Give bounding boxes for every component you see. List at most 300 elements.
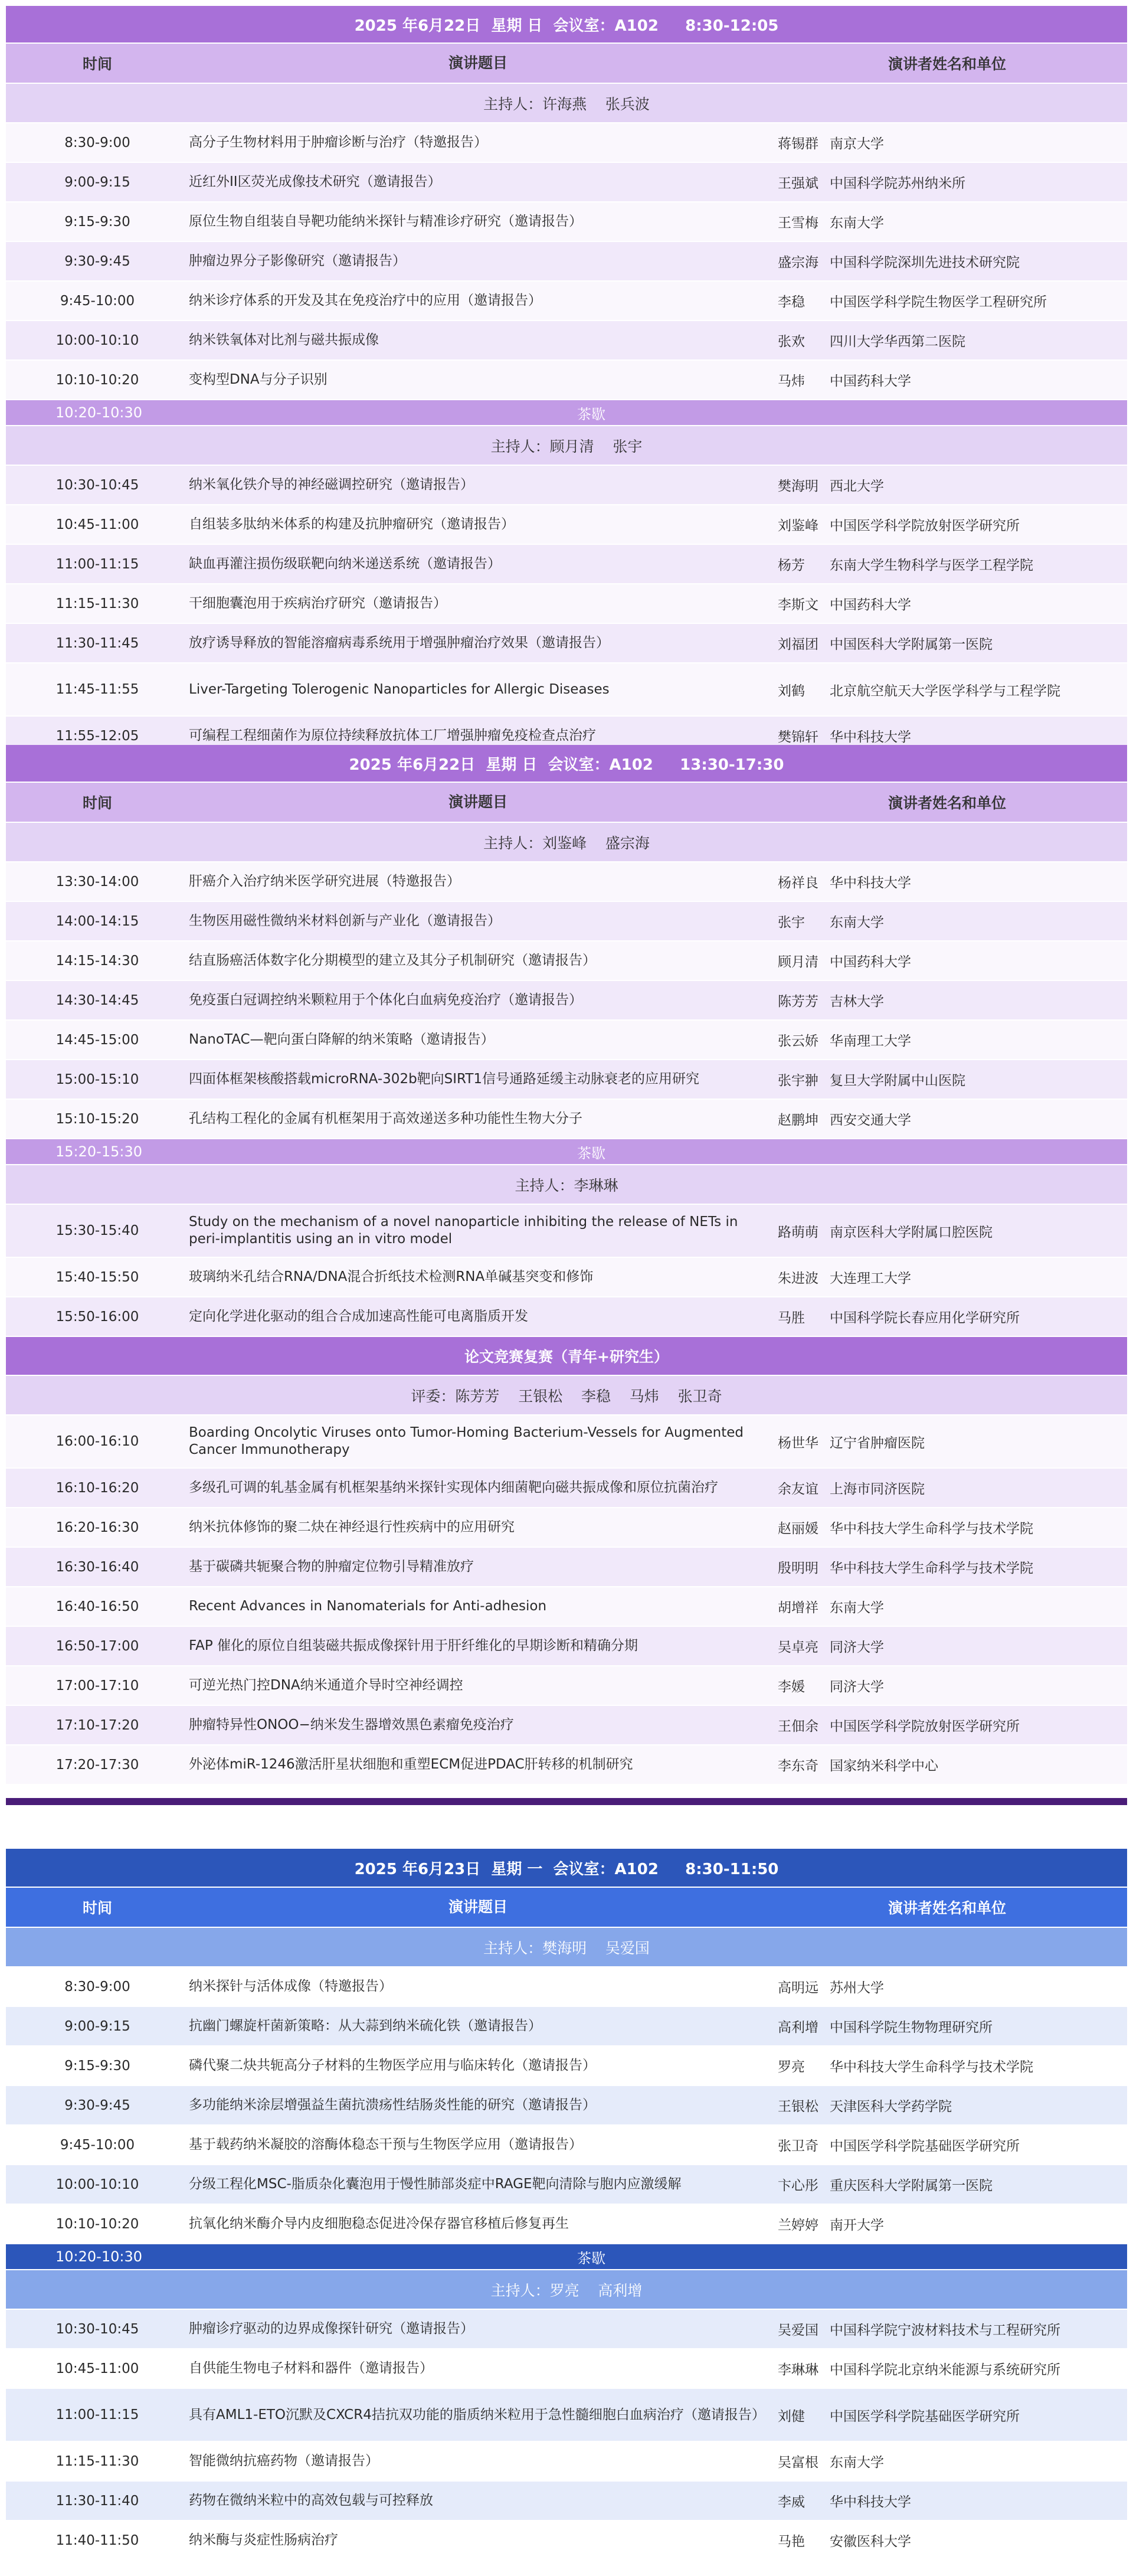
agenda-row <box>6 1469 1127 1508</box>
tea-break-row <box>6 1139 1127 1165</box>
chair-text: 主持人：许海燕 张兵波 <box>483 95 650 113</box>
agenda-time: 11:30-11:40 <box>55 2493 139 2509</box>
speaker-affiliation: 中国医学科学院基础医学研究所 <box>830 2139 1020 2154</box>
agenda-row <box>6 1666 1127 1706</box>
agenda-row <box>6 1021 1127 1060</box>
agenda-topic: 外泌体miR-1246激活肝星状细胞和重塑ECM促进PDAC肝转移的机制研究 <box>189 1757 633 1773</box>
speaker-affiliation: 南京医科大学附属口腔医院 <box>830 1224 993 1240</box>
speaker-spacer <box>819 1432 830 1452</box>
speaker-spacer <box>819 1267 830 1287</box>
speaker-spacer <box>819 990 830 1010</box>
agenda-time: 13:30-14:00 <box>55 874 139 890</box>
agenda-row <box>6 2165 1127 2205</box>
column-header-speaker: 演讲者姓名和单位 <box>888 55 1006 73</box>
speaker-spacer <box>819 291 830 310</box>
agenda-row <box>6 902 1127 942</box>
agenda-time: 15:40-15:50 <box>55 1269 139 1285</box>
speaker-spacer <box>819 1977 830 1996</box>
agenda-time: 9:00-9:15 <box>64 2018 130 2034</box>
agenda-speaker <box>778 1478 1127 1498</box>
tea-break-row <box>6 2244 1127 2270</box>
speaker-spacer <box>819 911 830 931</box>
speaker-spacer <box>819 1221 830 1241</box>
speaker-name: 朱进波 <box>778 1271 818 1286</box>
speaker-spacer <box>819 331 830 350</box>
speaker-affiliation: 复旦大学附属中山医院 <box>830 1073 965 1088</box>
speaker-name: 盛宗海 <box>778 255 818 270</box>
agenda-speaker <box>778 1432 1127 1452</box>
agenda-time: 8:30-9:00 <box>64 135 130 151</box>
speaker-spacer <box>819 1478 830 1498</box>
speaker-spacer <box>819 2531 830 2550</box>
agenda-speaker <box>778 726 1127 746</box>
speaker-name: 顾月清 <box>778 954 818 970</box>
column-header-speaker: 演讲者姓名和单位 <box>888 1900 1006 1917</box>
agenda-row <box>6 1627 1127 1666</box>
agenda-row <box>6 466 1127 505</box>
agenda-topic: 多功能纳米涂层增强益生菌抗溃疡性结肠炎性能的研究（邀请报告） <box>189 2097 596 2113</box>
agenda-time: 8:30-9:00 <box>64 1979 130 1995</box>
chair-row <box>6 823 1127 862</box>
speaker-spacer <box>819 2056 830 2075</box>
agenda-speaker <box>778 1597 1127 1616</box>
agenda-row <box>6 123 1127 163</box>
speaker-affiliation: 同济大学 <box>830 1679 884 1695</box>
speaker-spacer <box>819 1307 830 1326</box>
speaker-name: 李稳 <box>778 295 805 310</box>
agenda-speaker <box>778 1676 1127 1695</box>
speaker-name: 杨芳 <box>778 558 805 573</box>
speaker-spacer <box>819 633 830 653</box>
agenda-time: 10:45-11:00 <box>55 516 139 532</box>
speaker-name: 刘健 <box>778 2408 805 2424</box>
agenda-time: 9:30-9:45 <box>64 253 130 269</box>
agenda-time: 14:15-14:30 <box>55 953 139 969</box>
speaker-name: 刘福团 <box>778 637 818 652</box>
agenda-topic: 近红外II区荧光成像技术研究（邀请报告） <box>189 174 441 190</box>
tea-break-time: 10:20-10:30 <box>55 404 142 421</box>
agenda-topic: 干细胞囊泡用于疾病治疗研究（邀请报告） <box>189 596 447 612</box>
speaker-name: 兰婷婷 <box>778 2218 818 2233</box>
column-header-time: 时间 <box>82 795 112 812</box>
speaker-affiliation: 南开大学 <box>830 2218 884 2233</box>
agenda-speaker <box>778 1977 1127 1996</box>
agenda-speaker <box>778 1636 1127 1656</box>
speaker-spacer <box>819 515 830 534</box>
speaker-affiliation: 吉林大学 <box>830 994 884 1009</box>
agenda-speaker <box>778 1715 1127 1735</box>
session-title: 2025 年6月22日 星期 日 会议室：A102 8:30-12:05 <box>354 17 779 35</box>
agenda-row <box>6 2349 1127 2389</box>
session-title-bar <box>6 6 1127 44</box>
agenda-speaker <box>778 1030 1127 1050</box>
agenda-speaker <box>778 990 1127 1010</box>
agenda-topic: 肿瘤诊疗驱动的边界成像探针研究（邀请报告） <box>189 2321 474 2337</box>
speaker-name: 刘鉴峰 <box>778 518 818 534</box>
session-title-bar <box>6 1849 1127 1888</box>
agenda-row <box>6 1967 1127 2007</box>
speaker-affiliation: 华中科技大学生命科学与技术学院 <box>830 1561 1033 1576</box>
speaker-name: 李媛 <box>778 1679 805 1695</box>
agenda-time: 11:00-11:15 <box>55 2407 139 2423</box>
speaker-affiliation: 东南大学 <box>830 1600 884 1616</box>
session-title: 2025 年6月22日 星期 日 会议室：A102 13:30-17:30 <box>349 756 784 774</box>
speaker-spacer <box>819 554 830 574</box>
tea-break-label: 茶歇 <box>577 2250 605 2267</box>
agenda-time: 11:40-11:50 <box>55 2532 139 2548</box>
agenda-speaker <box>778 2405 1127 2425</box>
agenda-time: 16:00-16:10 <box>55 1434 139 1449</box>
agenda-topic: 肿瘤特异性ONOO−纳米发生器增效黑色素瘤免疫治疗 <box>189 1717 514 1733</box>
speaker-name: 蒋锡群 <box>778 136 818 152</box>
speaker-name: 樊锦轩 <box>778 730 818 745</box>
agenda-topic: 纳米探针与活体成像（特邀报告） <box>189 1979 392 1995</box>
speaker-affiliation: 中国科学院长春应用化学研究所 <box>830 1310 1020 1326</box>
column-header-row <box>6 1888 1127 1928</box>
agenda-row <box>6 2389 1127 2442</box>
speaker-name: 马艳 <box>778 2534 805 2549</box>
speaker-name: 高明远 <box>778 1980 818 1996</box>
agenda-row <box>6 1416 1127 1469</box>
agenda-time: 15:10-15:20 <box>55 1111 139 1127</box>
agenda-topic: 抗幽门螺旋杆菌新策略：从大蒜到纳米硫化铁（邀请报告） <box>189 2018 542 2034</box>
agenda-speaker <box>778 1221 1127 1241</box>
speaker-affiliation: 天津医科大学药学院 <box>830 2099 952 2114</box>
speaker-affiliation: 国家纳米科学中心 <box>830 1758 938 1774</box>
agenda-row <box>6 163 1127 202</box>
agenda-time: 15:00-15:10 <box>55 1071 139 1087</box>
speaker-affiliation: 北京航空航天大学医学科学与工程学院 <box>830 683 1060 699</box>
agenda-topic: Liver-Targeting Tolerogenic Nanoparticles for Allergic Diseases <box>189 681 610 697</box>
agenda-row <box>6 505 1127 545</box>
agenda-row <box>6 942 1127 981</box>
speaker-spacer <box>819 1030 830 1050</box>
agenda-time: 14:45-15:00 <box>55 1032 139 1048</box>
speaker-name: 马炜 <box>778 374 805 389</box>
column-header-topic: 演讲题目 <box>448 54 507 72</box>
speaker-name: 卞心彤 <box>778 2178 818 2193</box>
speaker-name: 杨世华 <box>778 1435 818 1451</box>
agenda-time: 16:10-16:20 <box>55 1480 139 1496</box>
chair-text: 主持人：顾月清 张宇 <box>490 437 643 455</box>
agenda-topic: 孔结构工程化的金属有机框架用于高效递送多种功能性生物大分子 <box>189 1111 582 1127</box>
speaker-spacer <box>819 1755 830 1774</box>
agenda-speaker <box>778 2096 1127 2115</box>
agenda-topic: 基于碳磷共轭聚合物的肿瘤定位物引导精准放疗 <box>189 1559 474 1575</box>
agenda-row <box>6 1060 1127 1100</box>
session-title-bar <box>6 745 1127 783</box>
agenda-topic: FAP 催化的原位自组装磁共振成像探针用于肝纤维化的早期诊断和精确分期 <box>189 1638 638 1654</box>
speaker-spacer <box>819 2175 830 2194</box>
agenda-speaker <box>778 1755 1127 1774</box>
speaker-spacer <box>819 1597 830 1616</box>
speaker-name: 李琳琳 <box>778 2362 818 2378</box>
agenda-topic: 纳米诊疗体系的开发及其在免疫治疗中的应用（邀请报告） <box>189 293 542 309</box>
speaker-affiliation: 安徽医科大学 <box>830 2534 911 2549</box>
agenda-speaker <box>778 1557 1127 1577</box>
agenda-row <box>6 584 1127 624</box>
agenda-speaker <box>778 515 1127 534</box>
agenda-speaker <box>778 475 1127 495</box>
speaker-name: 吴卓亮 <box>778 1640 818 1655</box>
speaker-affiliation: 辽宁省肿瘤医院 <box>830 1435 925 1451</box>
chair-text: 主持人：李琳琳 <box>515 1176 618 1194</box>
agenda-time: 11:55-12:05 <box>55 728 139 744</box>
agenda-speaker <box>778 951 1127 970</box>
agenda-speaker <box>778 633 1127 653</box>
speaker-name: 罗亮 <box>778 2060 805 2075</box>
chair-text: 主持人：罗亮 高利增 <box>490 2281 643 2299</box>
agenda-topic: 纳米氧化铁介导的神经磁调控研究（邀请报告） <box>189 477 474 493</box>
speaker-affiliation: 中国医学科学院放射医学研究所 <box>830 518 1020 534</box>
speaker-name: 李东奇 <box>778 1758 818 1774</box>
column-header-row <box>6 783 1127 823</box>
speaker-affiliation: 中国医科大学附属第一医院 <box>830 637 993 652</box>
speaker-affiliation: 东南大学 <box>830 915 884 930</box>
speaker-affiliation: 中国药科大学 <box>830 374 911 389</box>
agenda-row <box>6 202 1127 242</box>
speaker-affiliation: 东南大学生物科学与医学工程学院 <box>830 558 1033 573</box>
agenda-row <box>6 2086 1127 2126</box>
agenda-topic: 自供能生物电子材料和器件（邀请报告） <box>189 2361 433 2376</box>
agenda-speaker <box>778 594 1127 613</box>
agenda-row <box>6 1706 1127 1745</box>
agenda-topic: 定向化学进化驱动的组合合成加速高性能可电离脂质开发 <box>189 1309 528 1325</box>
agenda-row <box>6 2047 1127 2086</box>
chair-text: 评委：陈芳芳 王银松 李稳 马炜 张卫奇 <box>411 1387 722 1405</box>
agenda-speaker <box>778 212 1127 231</box>
speaker-affiliation: 华中科技大学 <box>830 730 911 745</box>
agenda-topic: 四面体框架核酸搭载microRNA-302b靶向SIRT1信号通路延缓主动脉衰老的应用研究 <box>189 1071 700 1087</box>
agenda-row <box>6 1205 1127 1258</box>
agenda-time: 9:45-10:00 <box>60 2137 135 2153</box>
speaker-affiliation: 中国医学科学院生物医学工程研究所 <box>830 295 1047 310</box>
agenda-time: 10:45-11:00 <box>55 2361 139 2376</box>
agenda-row <box>6 321 1127 361</box>
agenda-time: 9:00-9:15 <box>64 174 130 190</box>
speaker-spacer <box>819 1636 830 1656</box>
competition-subtitle: 论文竞赛复赛（青年+研究生） <box>464 1348 669 1365</box>
agenda-topic: 放疗诱导释放的智能溶瘤病毒系统用于增强肿瘤治疗效果（邀请报告） <box>189 635 610 651</box>
agenda-time: 14:00-14:15 <box>55 913 139 929</box>
speaker-spacer <box>819 872 830 891</box>
chair-row <box>6 84 1127 123</box>
speaker-name: 吴富根 <box>778 2455 818 2470</box>
agenda-speaker <box>778 1267 1127 1287</box>
agenda-topic: 自组装多肽纳米体系的构建及抗肿瘤研究（邀请报告） <box>189 516 515 532</box>
speaker-spacer <box>819 251 830 271</box>
chair-text: 主持人：樊海明 吴爱国 <box>483 1939 650 1957</box>
speaker-name: 吴爱国 <box>778 2323 818 2338</box>
speaker-name: 张卫奇 <box>778 2139 818 2154</box>
agenda-time: 16:40-16:50 <box>55 1598 139 1614</box>
agenda-speaker <box>778 331 1127 350</box>
speaker-affiliation: 中国药科大学 <box>830 597 911 613</box>
speaker-spacer <box>819 2491 830 2510</box>
column-header-row <box>6 44 1127 84</box>
session-block <box>6 1849 1127 2561</box>
agenda-topic: 缺血再灌注损伤级联靶向纳米递送系统（邀请报告） <box>189 556 501 572</box>
speaker-affiliation: 苏州大学 <box>830 1980 884 1996</box>
agenda-time: 15:50-16:00 <box>55 1309 139 1325</box>
speaker-name: 高利增 <box>778 2020 818 2035</box>
agenda-row <box>6 663 1127 717</box>
agenda-speaker <box>778 291 1127 310</box>
speaker-spacer <box>819 2359 830 2378</box>
speaker-spacer <box>819 2319 830 2339</box>
agenda-time: 16:20-16:30 <box>55 1519 139 1535</box>
speaker-name: 杨祥良 <box>778 875 818 891</box>
agenda-row <box>6 1508 1127 1548</box>
agenda-time: 11:00-11:15 <box>55 556 139 572</box>
agenda-topic: 多级孔可调的轧基金属有机框架基纳米探针实现体内细菌靶向磁共振成像和原位抗菌治疗 <box>189 1480 718 1496</box>
speaker-spacer <box>819 726 830 746</box>
speaker-affiliation: 华南理工大学 <box>830 1034 911 1049</box>
speaker-spacer <box>819 1676 830 1695</box>
speaker-spacer <box>819 2135 830 2155</box>
chair-text: 主持人：刘鉴峰 盛宗海 <box>483 834 650 852</box>
speaker-affiliation: 中国科学院宁波材料技术与工程研究所 <box>830 2323 1060 2338</box>
agenda-topic: 肝癌介入治疗纳米医学研究进展（特邀报告） <box>189 874 460 890</box>
speaker-name: 张宇翀 <box>778 1073 818 1088</box>
speaker-spacer <box>819 594 830 613</box>
agenda-time: 11:45-11:55 <box>55 682 139 697</box>
agenda-speaker <box>778 2175 1127 2194</box>
agenda-row <box>6 1100 1127 1139</box>
speaker-affiliation: 中国科学院北京纳米能源与系统研究所 <box>830 2362 1060 2378</box>
chair-row <box>6 1376 1127 1416</box>
speaker-affiliation: 东南大学 <box>830 2455 884 2470</box>
agenda-topic: 可逆光热门控DNA纳米通道介导时空神经调控 <box>189 1678 463 1694</box>
agenda-topic: 变构型DNA与分子识别 <box>189 372 328 388</box>
agenda-topic: 结直肠癌活体数字化分期模型的建立及其分子机制研究（邀请报告） <box>189 953 596 969</box>
agenda-topic: 高分子生物材料用于肿瘤诊断与治疗（特邀报告） <box>189 135 487 151</box>
agenda-row <box>6 2310 1127 2349</box>
agenda-time: 15:30-15:40 <box>55 1223 139 1238</box>
agenda-speaker <box>778 1518 1127 1537</box>
agenda-speaker <box>778 2359 1127 2378</box>
agenda-time: 9:15-9:30 <box>64 214 130 230</box>
agenda-time: 10:10-10:20 <box>55 372 139 388</box>
tea-break-row <box>6 400 1127 426</box>
agenda-speaker <box>778 2056 1127 2075</box>
agenda-speaker <box>778 2135 1127 2155</box>
agenda-time: 9:30-9:45 <box>64 2097 130 2113</box>
speaker-spacer <box>819 1518 830 1537</box>
chair-row <box>6 1165 1127 1205</box>
agenda-time: 9:15-9:30 <box>64 2058 130 2074</box>
agenda-speaker <box>778 680 1127 699</box>
speaker-spacer <box>819 1557 830 1577</box>
agenda-time: 16:50-17:00 <box>55 1638 139 1654</box>
agenda-topic: 可编程工程细菌作为原位持续释放抗体工厂增强肿瘤免疫检查点治疗 <box>189 728 596 744</box>
agenda-time: 11:30-11:45 <box>55 635 139 651</box>
agenda-topic: 原位生物自组装自导靶功能纳米探针与精准诊疗研究（邀请报告） <box>189 214 582 230</box>
agenda-row <box>6 242 1127 282</box>
agenda-speaker <box>778 251 1127 271</box>
agenda-row <box>6 2442 1127 2482</box>
speaker-name: 王雪梅 <box>778 215 818 231</box>
agenda-time: 16:30-16:40 <box>55 1559 139 1575</box>
agenda-row <box>6 1548 1127 1587</box>
speaker-affiliation: 南京大学 <box>830 136 884 152</box>
agenda-row <box>6 1258 1127 1297</box>
chair-row <box>6 1928 1127 1967</box>
column-header-speaker: 演讲者姓名和单位 <box>888 795 1006 812</box>
agenda-time: 11:15-11:30 <box>55 596 139 612</box>
agenda-time: 17:20-17:30 <box>55 1757 139 1773</box>
speaker-spacer <box>819 2405 830 2425</box>
agenda-topic: Recent Advances in Nanomaterials for Anti-adhesion <box>189 1598 547 1614</box>
agenda-row <box>6 862 1127 902</box>
speaker-spacer <box>819 1070 830 1089</box>
speaker-affiliation: 华中科技大学生命科学与技术学院 <box>830 1521 1033 1537</box>
agenda-time: 17:10-17:20 <box>55 1717 139 1733</box>
tea-break-label: 茶歇 <box>577 1145 605 1162</box>
agenda-topic: 纳米抗体修饰的聚二炔在神经退行性疾病中的应用研究 <box>189 1519 515 1535</box>
section-divider-bar <box>6 1798 1127 1805</box>
agenda-row <box>6 282 1127 321</box>
speaker-affiliation: 中国科学院生物物理研究所 <box>830 2020 993 2035</box>
speaker-affiliation: 中国医学科学院基础医学研究所 <box>830 2408 1020 2424</box>
speaker-spacer <box>819 2214 830 2234</box>
agenda-time: 9:45-10:00 <box>60 293 135 309</box>
agenda-row <box>6 2482 1127 2521</box>
agenda-speaker <box>778 2319 1127 2339</box>
chair-row <box>6 426 1127 466</box>
agenda-topic: 纳米酶与炎症性肠病治疗 <box>189 2532 338 2548</box>
agenda-topic: 纳米铁氧体对比剂与磁共振成像 <box>189 332 379 348</box>
agenda-topic: 磷代聚二炔共轭高分子材料的生物医学应用与临床转化（邀请报告） <box>189 2058 596 2074</box>
agenda-time: 10:30-10:45 <box>55 2321 139 2337</box>
agenda-time: 10:00-10:10 <box>55 2176 139 2192</box>
agenda-row <box>6 2521 1127 2561</box>
speaker-affiliation: 中国医学科学院放射医学研究所 <box>830 1719 1020 1734</box>
chair-row <box>6 2270 1127 2310</box>
agenda-row <box>6 2205 1127 2244</box>
agenda-speaker <box>778 1307 1127 1326</box>
agenda-row <box>6 981 1127 1021</box>
agenda-time: 10:30-10:45 <box>55 477 139 493</box>
agenda-speaker <box>778 2016 1127 2036</box>
agenda-row <box>6 624 1127 663</box>
speaker-name: 路萌萌 <box>778 1224 818 1240</box>
agenda-speaker <box>778 1109 1127 1129</box>
speaker-affiliation: 华中科技大学 <box>830 875 911 891</box>
speaker-name: 张欢 <box>778 334 805 349</box>
speaker-spacer <box>819 1715 830 1735</box>
speaker-name: 殷明明 <box>778 1561 818 1576</box>
agenda-speaker <box>778 1070 1127 1089</box>
agenda-topic: 玻璃纳米孔结合RNA/DNA混合折纸技术检测RNA单碱基突变和修饰 <box>189 1269 594 1285</box>
agenda-row <box>6 1745 1127 1785</box>
tea-break-label: 茶歇 <box>577 406 605 423</box>
speaker-affiliation: 东南大学 <box>830 215 884 231</box>
competition-subtitle-row <box>6 1337 1127 1376</box>
speaker-affiliation: 中国药科大学 <box>830 954 911 970</box>
speaker-spacer <box>819 2016 830 2036</box>
agenda-topic: Study on the mechanism of a novel nanoparticle inhibiting the release of NETs in peri-implantitis using an in vitro model <box>189 1214 738 1247</box>
agenda-topic: Boarding Oncolytic Viruses onto Tumor-Homing Bacterium-Vessels for Augmented Cancer Immunotherapy <box>189 1425 744 1457</box>
speaker-spacer <box>819 951 830 970</box>
speaker-spacer <box>819 1109 830 1129</box>
agenda-time: 14:30-14:45 <box>55 992 139 1008</box>
session-title: 2025 年6月23日 星期 一 会议室：A102 8:30-11:50 <box>354 1860 779 1878</box>
session-block <box>6 745 1127 1785</box>
speaker-name: 樊海明 <box>778 479 818 494</box>
agenda-topic: 免疫蛋白冠调控纳米颗粒用于个体化白血病免疫治疗（邀请报告） <box>189 992 582 1008</box>
speaker-affiliation: 中国科学院苏州纳米所 <box>830 176 965 191</box>
